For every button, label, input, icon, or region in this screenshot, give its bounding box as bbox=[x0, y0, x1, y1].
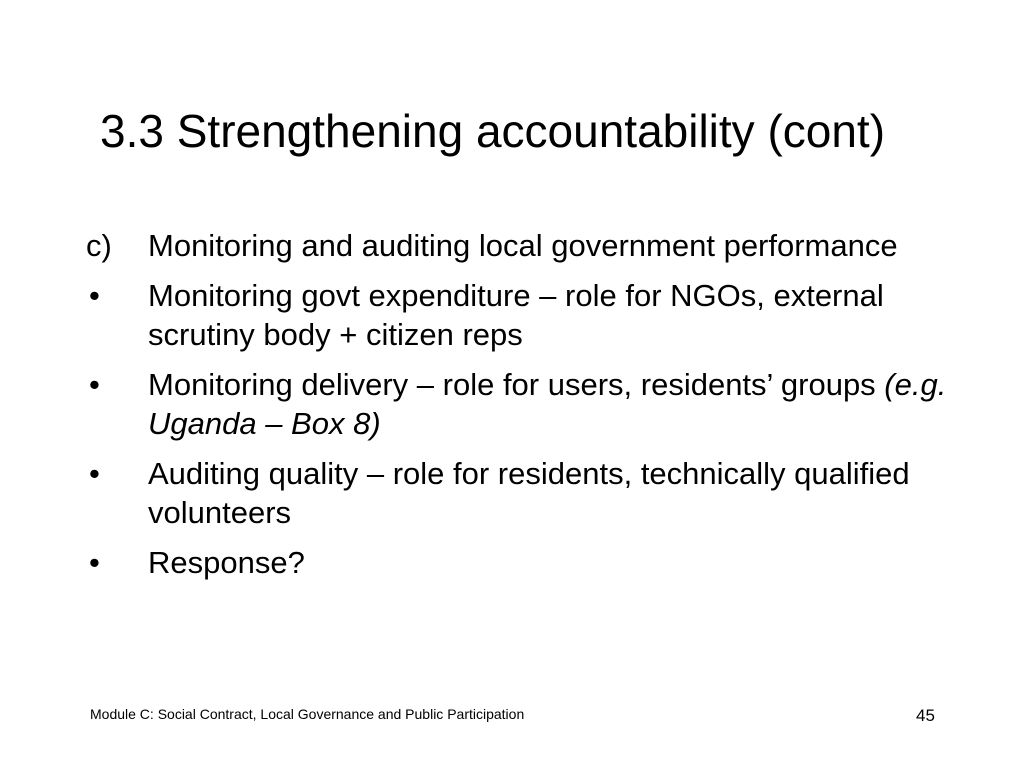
bullet-icon: • bbox=[89, 278, 100, 313]
list-item bbox=[86, 543, 986, 582]
list-item bbox=[86, 226, 986, 265]
list-item-text: Monitoring govt expenditure – role for NGOs, external scrutiny body + citizen reps bbox=[148, 278, 884, 352]
bullet-icon: • bbox=[89, 545, 100, 580]
bullet-icon: • bbox=[89, 367, 100, 402]
footer-text: Module C: Social Contract, Local Governance and Public Participation bbox=[90, 706, 525, 722]
list-item bbox=[86, 276, 986, 354]
list-item-text: Monitoring and auditing local government performance bbox=[148, 228, 898, 263]
list-item-text: Response? bbox=[148, 545, 305, 580]
bullet-list bbox=[86, 226, 986, 593]
list-item bbox=[86, 454, 986, 532]
bullet-icon: • bbox=[89, 456, 100, 491]
list-item-text: Monitoring delivery – role for users, residents’ groups bbox=[148, 367, 885, 402]
list-item-emphasis: (e.g. Uganda – Box 8) bbox=[148, 367, 947, 441]
slide-title: 3.3 Strengthening accountability (cont) bbox=[100, 105, 886, 157]
list-marker: c) bbox=[86, 228, 112, 263]
page-number: 45 bbox=[916, 706, 935, 725]
list-item bbox=[86, 365, 986, 443]
list-item-text: Auditing quality – role for residents, technically qualified volunteers bbox=[148, 456, 910, 530]
